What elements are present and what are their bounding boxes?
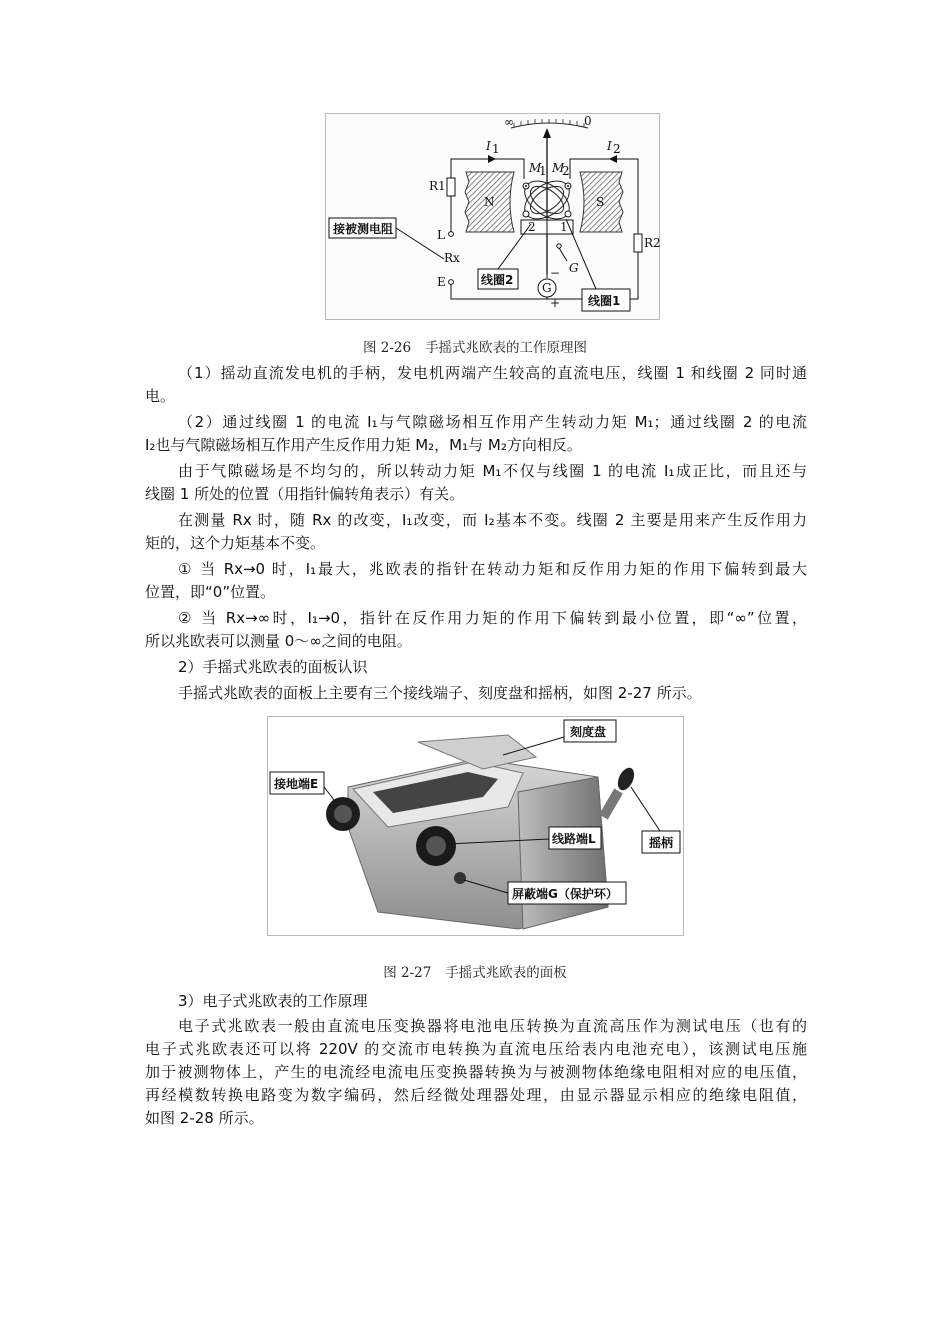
current-i2-sub: 2 <box>613 142 621 156</box>
coil1-callout: 线圈1 <box>588 294 621 308</box>
earth-terminal-callout: 接地端E <box>274 777 319 791</box>
figure-2-26-schematic <box>325 113 660 320</box>
resistor-r1-label: R1 <box>429 179 446 193</box>
terminal-e-label: E <box>437 275 446 289</box>
figure-2-27-caption <box>0 961 950 981</box>
crank-callout: 摇柄 <box>649 836 674 850</box>
megohmmeter-panel-illustration <box>268 717 683 935</box>
figure-2-26-caption <box>0 336 950 356</box>
paragraph-p3 <box>145 460 807 506</box>
torque-m1-sub: 1 <box>539 164 547 178</box>
line-terminal-callout: 线路端L <box>552 832 596 846</box>
terminal-l-label: L <box>437 228 445 242</box>
torque-m1-label: M <box>529 161 542 175</box>
text-line: ① 当 Rx→0 时，I₁最大，兆欧表的指针在转动力矩和反作用力矩的作用下偏转到最大 <box>178 560 807 578</box>
text-line: 矩的，这个力矩基本不变。 <box>145 534 326 552</box>
current-i1-label: I <box>486 139 491 153</box>
current-i1-sub: 1 <box>492 142 500 156</box>
text-line: I₂也与气隙磁场相互作用产生反作用力矩 M₂，M₁与 M₂方向相反。 <box>145 436 582 454</box>
paragraph-p6 <box>145 607 807 653</box>
text-line: 再经模数转换电路变为数字编码，然后经微处理器处理，由显示器显示相应的绝缘电阻值， <box>145 1086 807 1104</box>
paragraph-p1 <box>145 362 807 408</box>
rx-label: Rx <box>444 251 460 265</box>
paragraph-block-1 <box>145 362 807 705</box>
caption-number: 图 2-26 <box>362 340 412 356</box>
text-line: 线圈 1 所处的位置（用指针偏转角表示）有关。 <box>145 485 465 503</box>
paragraph-p7 <box>145 656 807 679</box>
coil-number-1: 1 <box>560 220 568 234</box>
section-heading: 3）电子式兆欧表的工作原理 <box>178 992 368 1010</box>
paragraph-p2 <box>145 411 807 457</box>
caption-text: 手摇式兆欧表的工作原理图 <box>425 340 588 356</box>
figure-2-27-photo <box>267 716 684 936</box>
text-line: （1）摇动直流发电机的手柄，发电机两端产生较高的直流电压，线圈 1 和线圈 2 同时通 <box>178 364 807 382</box>
measured-resistor-callout: 接被测电阻 <box>333 222 394 236</box>
caption-text: 手摇式兆欧表的面板 <box>445 965 567 981</box>
generator-minus: − <box>550 266 561 280</box>
pole-n-label: N <box>484 195 495 209</box>
text-line: 所以兆欧表可以测量 0～∞之间的电阻。 <box>145 632 412 650</box>
generator-plus: + <box>550 296 561 310</box>
paragraph-p5 <box>145 558 807 604</box>
text-line: 在测量 Rx 时，随 Rx 的改变，I₁改变，而 I₂基本不变。线圈 2 主要是用来产生反作用力 <box>178 511 807 529</box>
text-line: 如图 2-28 所示。 <box>145 1109 264 1127</box>
paragraph-p8 <box>145 682 807 705</box>
resistor-r2-label: R2 <box>644 236 661 250</box>
text-line: 电子式兆欧表一般由直流电压变换器将电池电压转换为直流高压作为测试电压（也有的 <box>178 1017 807 1035</box>
torque-m2-sub: 2 <box>562 164 570 178</box>
paragraph-p10 <box>145 1015 807 1130</box>
guard-g-label: G <box>569 261 579 275</box>
text-line: 电子式兆欧表还可以将 220V 的交流市电转换为直流电压给表内电池充电），该测试电压施 <box>145 1040 807 1058</box>
scale-infinity-label: ∞ <box>504 115 514 129</box>
text-line: 加于被测物体上，产生的电流经电流电压变换器转换为与被测物体绝缘电阻相对应的电压值， <box>145 1063 807 1081</box>
section-heading: 2）手摇式兆欧表的面板认识 <box>178 658 368 676</box>
text-line: 位置，即“0”位置。 <box>145 583 276 601</box>
scale-zero-label: 0 <box>584 114 592 128</box>
coil-number-2: 2 <box>528 220 536 234</box>
dial-callout: 刻度盘 <box>570 725 607 739</box>
generator-g-label: G <box>542 281 552 295</box>
text-line: 由于气隙磁场是不均匀的，所以转动力矩 M₁不仅与线圈 1 的电流 I₁成正比，而且还与 <box>178 462 807 480</box>
text-line: （2）通过线圈 1 的电流 I₁与气隙磁场相互作用产生转动力矩 M₁；通过线圈 2 的电流 <box>178 413 807 431</box>
paragraph-block-2 <box>145 990 807 1130</box>
caption-number: 图 2-27 <box>383 965 432 981</box>
text-line: 电。 <box>145 387 176 405</box>
text-line: 手摇式兆欧表的面板上主要有三个接线端子、刻度盘和摇柄，如图 2-27 所示。 <box>178 684 702 702</box>
paragraph-p9 <box>145 990 807 1013</box>
paragraph-p4 <box>145 509 807 555</box>
coil2-callout: 线圈2 <box>481 273 514 287</box>
megohmmeter-principle-diagram <box>326 114 659 319</box>
current-i2-label: I <box>607 139 612 153</box>
text-line: ② 当 Rx→∞时，I₁→0，指针在反作用力矩的作用下偏转到最小位置，即“∞”位置， <box>178 609 807 627</box>
torque-m2-label: M <box>552 161 565 175</box>
pole-s-label: S <box>596 195 605 209</box>
guard-terminal-callout: 屏蔽端G（保护环） <box>512 887 618 901</box>
